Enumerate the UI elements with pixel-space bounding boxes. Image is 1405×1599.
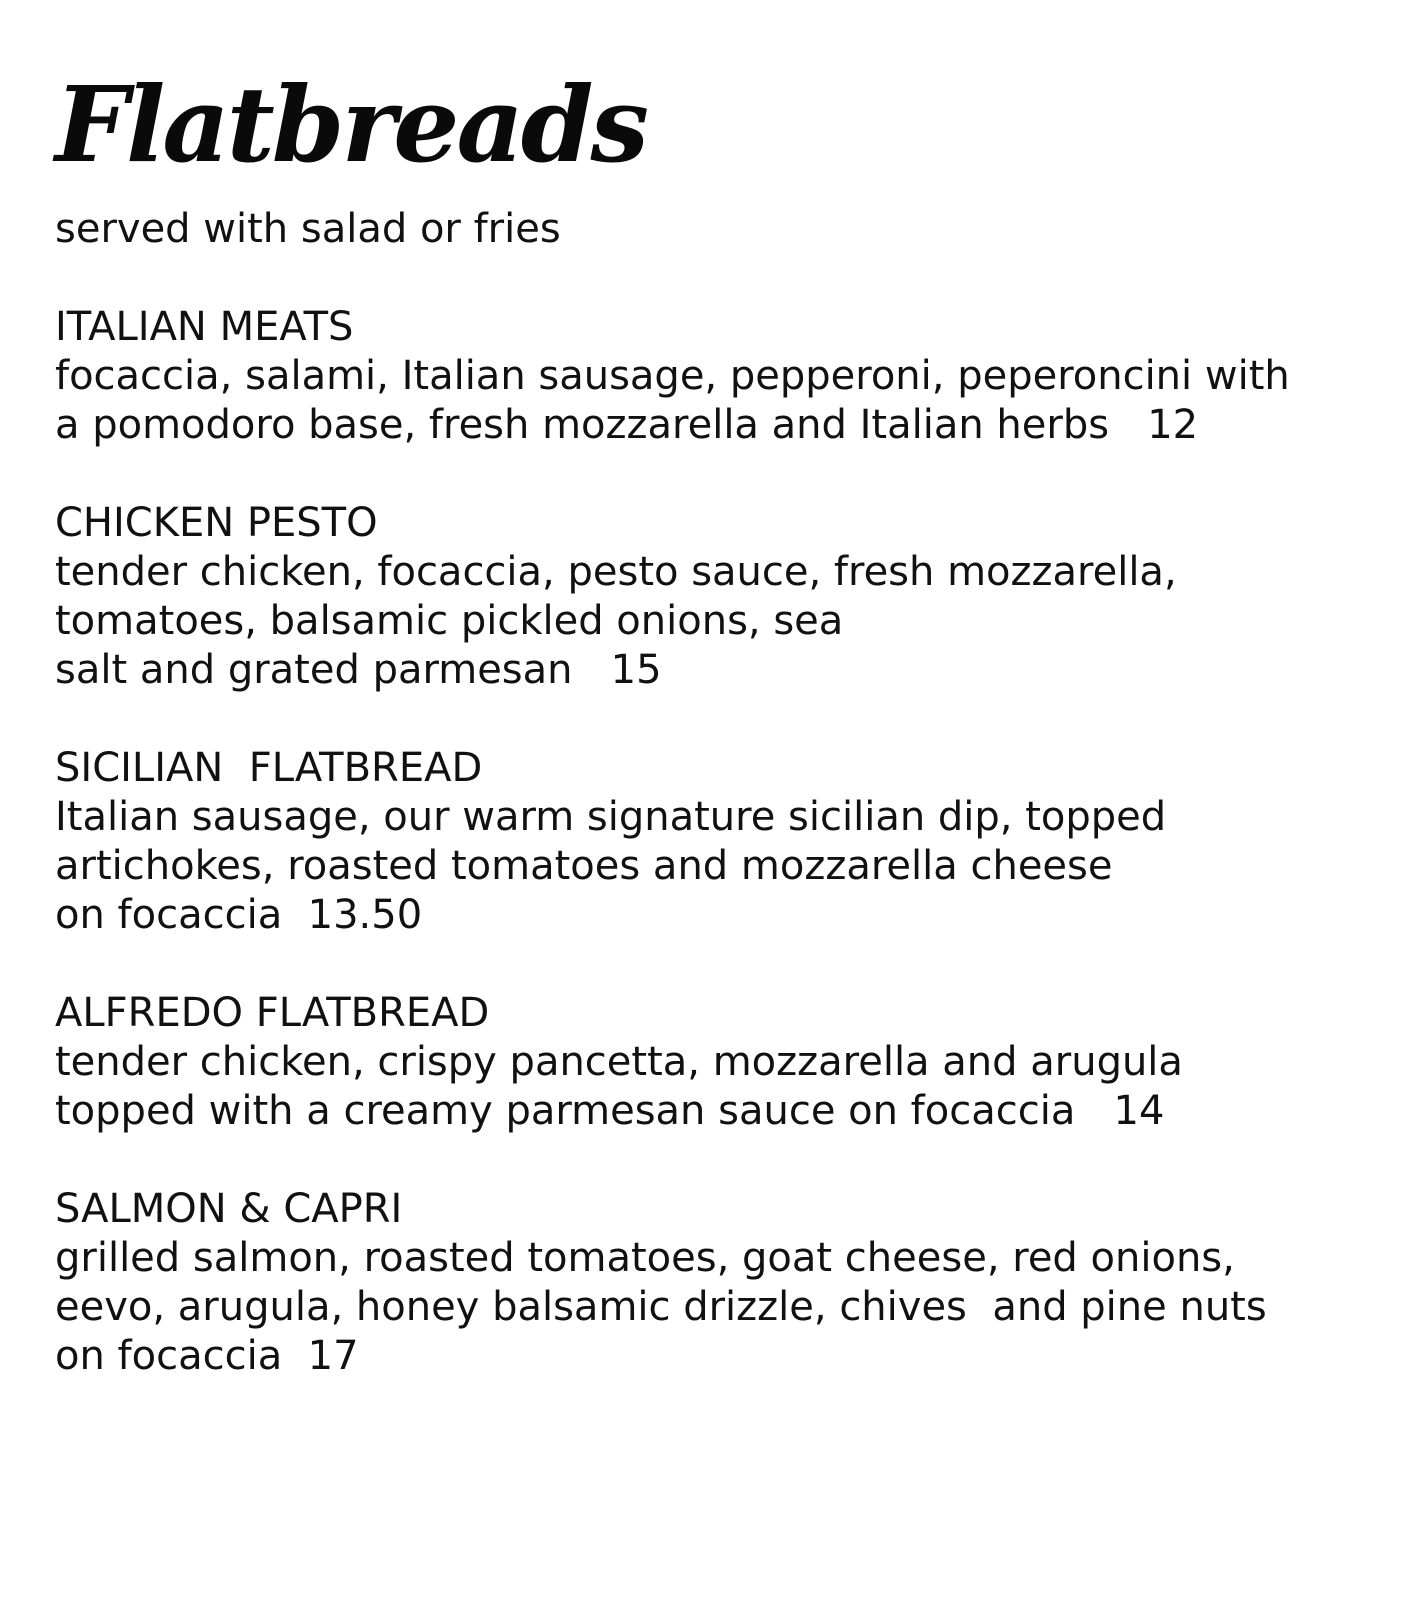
menu-item-description-line: on focaccia 17 (55, 1333, 359, 1379)
menu-item-alfredo-flatbread (55, 989, 1375, 1136)
menu-item-name: ITALIAN MEATS (55, 304, 354, 350)
menu-item-description-line: artichokes, roasted tomatoes and mozzarella cheese (55, 843, 1113, 889)
menu-item-name: ALFREDO FLATBREAD (55, 990, 490, 1036)
menu-item-description-line: tomatoes, balsamic pickled onions, sea (55, 598, 844, 644)
menu-item-description-line: salt and grated parmesan 15 (55, 647, 662, 693)
menu-item-salmon-capri (55, 1185, 1375, 1381)
menu-item-description-line: eevo, arugula, honey balsamic drizzle, chives and pine nuts (55, 1284, 1267, 1330)
menu-page (55, 60, 1375, 1430)
menu-item-chicken-pesto (55, 499, 1375, 695)
menu-item-italian-meats (55, 303, 1375, 450)
menu-item-description-line: tender chicken, crispy pancetta, mozzarella and arugula (55, 1039, 1183, 1085)
menu-item-sicilian-flatbread (55, 744, 1375, 940)
menu-item-description-line: a pomodoro base, fresh mozzarella and Italian herbs 12 (55, 402, 1199, 448)
menu-item-description-line: on focaccia 13.50 (55, 892, 423, 938)
menu-title: Flatbreads (55, 63, 647, 186)
menu-item-name: SALMON & CAPRI (55, 1186, 403, 1232)
menu-item-description-line: topped with a creamy parmesan sauce on focaccia 14 (55, 1088, 1165, 1134)
menu-item-description-line: focaccia, salami, Italian sausage, pepperoni, peperoncini with (55, 353, 1290, 399)
menu-subtitle: served with salad or fries (55, 206, 561, 252)
menu-item-description-line: tender chicken, focaccia, pesto sauce, fresh mozzarella, (55, 549, 1177, 595)
menu-item-description-line: Italian sausage, our warm signature sicilian dip, topped (55, 794, 1167, 840)
menu-item-description-line: grilled salmon, roasted tomatoes, goat cheese, red onions, (55, 1235, 1235, 1281)
menu-item-name: CHICKEN PESTO (55, 500, 378, 546)
menu-item-name: SICILIAN FLATBREAD (55, 745, 483, 791)
